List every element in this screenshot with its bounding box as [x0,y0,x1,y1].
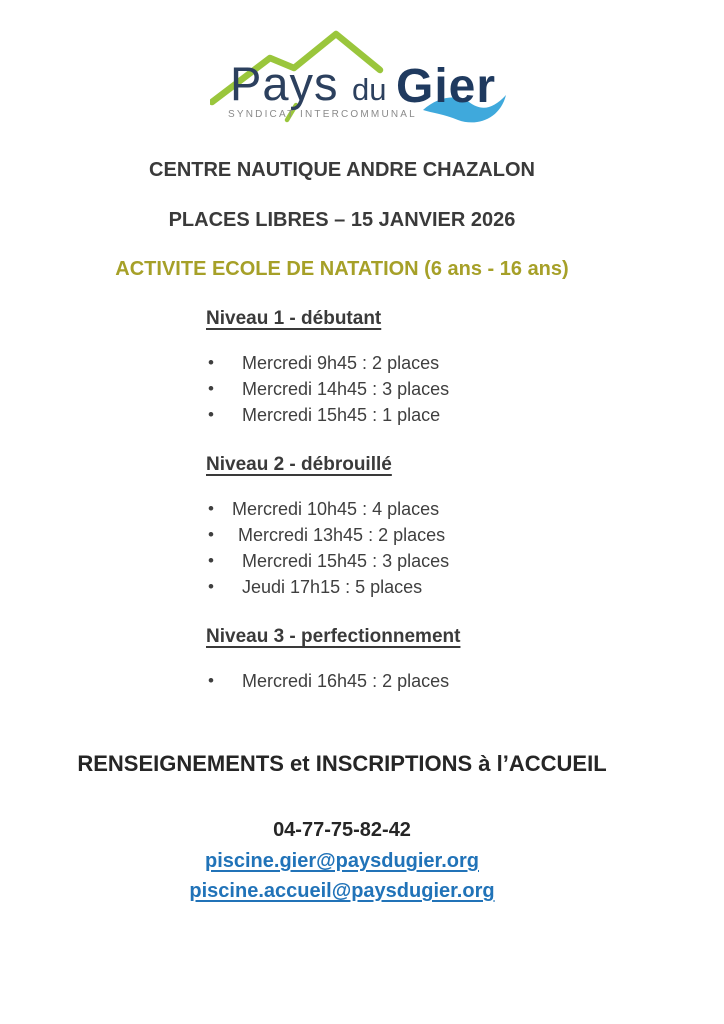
level-2-slot-list [206,496,684,600]
level-1-heading: Niveau 1 - débutant [206,308,382,329]
email-link[interactable]: piscine.gier@paysdugier.org [204,850,480,872]
date-title: PLACES LIBRES – 15 JANVIER 2026 [168,209,516,231]
slot-item: • Mercredi 9h45 : 2 places [206,350,684,376]
level-3-slot-list [206,668,684,694]
level-3-heading: Niveau 3 - perfectionnement [206,626,461,647]
activity-title: ACTIVITE ECOLE DE NATATION (6 ans - 16 ans) [115,258,569,280]
info-line: RENSEIGNEMENTS et INSCRIPTIONS à l’ACCUEIL [77,751,607,776]
email-link[interactable]: piscine.accueil@paysdugier.org [189,880,495,902]
level-2-heading: Niveau 2 - débrouillé [206,454,392,475]
slot-item: • Mercredi 16h45 : 2 places [206,668,684,694]
logo-text-gier: Gier [396,60,497,113]
level-section-3 [206,624,684,694]
slot-item: • Mercredi 15h45 : 1 place [206,402,684,428]
pays-du-gier-logo [210,26,510,136]
slot-item: • Jeudi 17h15 : 5 places [206,574,684,600]
slot-item: • Mercredi 13h45 : 2 places [206,522,684,548]
phone-number: 04-77-75-82-42 [273,819,411,841]
logo-text-du: du [352,72,387,107]
logo-subtitle-syndicat: SYNDICAT [228,109,296,120]
page-title: CENTRE NAUTIQUE ANDRE CHAZALON [149,159,535,181]
slot-item: • Mercredi 15h45 : 3 places [206,548,684,574]
logo-subtitle-intercommunal: INTERCOMMUNAL [300,109,417,120]
level-section-2 [206,452,684,600]
level-sections [206,306,684,694]
slot-item: • Mercredi 14h45 : 3 places [206,376,684,402]
logo-graphic [210,26,510,136]
email-list [0,846,684,906]
level-section-1 [206,306,684,428]
slot-item: • Mercredi 10h45 : 4 places [206,496,684,522]
document-body [0,158,684,906]
logo-text-pays: Pays [230,57,339,110]
level-1-slot-list [206,350,684,428]
